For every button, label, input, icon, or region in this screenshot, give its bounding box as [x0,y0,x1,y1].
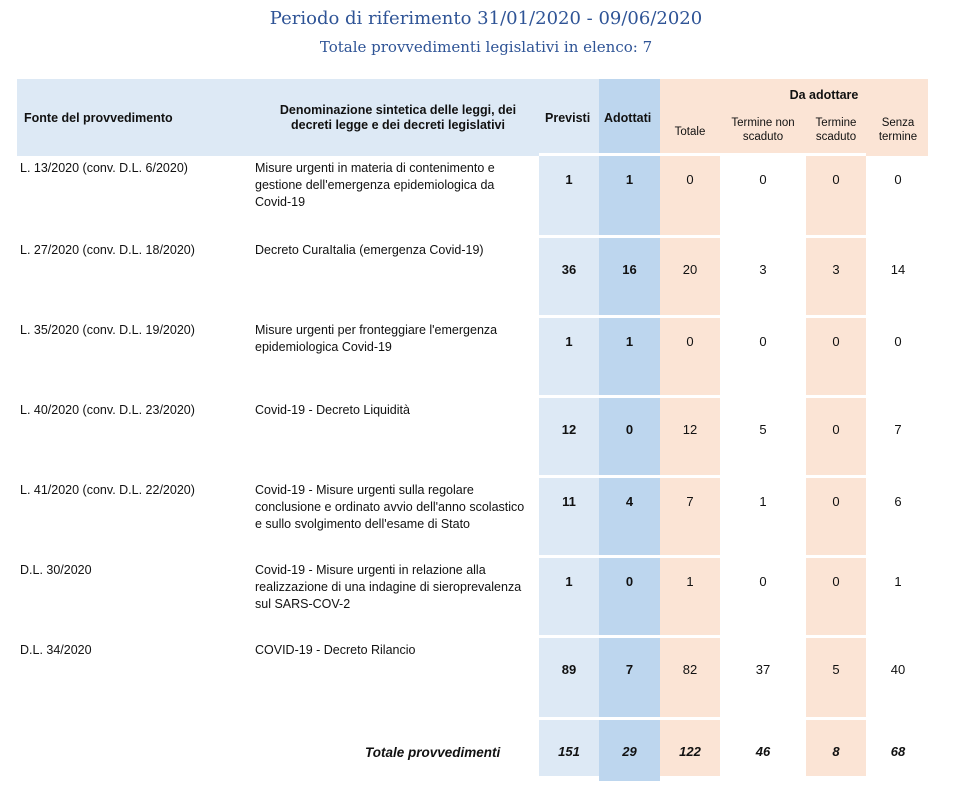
senza-termine-cell: 0 [894,172,902,187]
termine-non-scaduto-cell: 5 [759,422,767,437]
termine-scaduto-header: Termine scaduto [815,117,857,143]
fonte-cell: L. 27/2020 (conv. D.L. 18/2020) [20,243,195,257]
previsti-cell: 1 [565,172,573,187]
senza-termine-cell: 7 [894,422,902,437]
row-separator [539,395,866,398]
da-adottare-header: Da adottare [789,88,859,102]
period-title: Periodo di riferimento 31/01/2020 - 09/06/2020 [269,8,703,29]
row-separator [539,153,866,156]
denominazione-cell: Misure urgenti in materia di contenimento e gestione dell'emergenza epidemiologica da Covid-19 [255,161,495,209]
senza-termine-cell: 40 [890,662,906,677]
totale-cell: 20 [682,262,698,277]
totale-cell: 1 [686,574,694,589]
denominazione-cell: COVID-19 - Decreto Rilancio [255,643,416,657]
termine-non-scaduto-cell: 37 [755,662,771,677]
adottati-cell: 1 [625,172,634,187]
denominazione-cell: Decreto CuraItalia (emergenza Covid-19) [255,243,484,257]
senza-termine-header: Senza termine [878,117,918,143]
totale-cell: 0 [686,172,694,187]
termine-scaduto-cell: 0 [832,172,840,187]
adottati-cell: 1 [625,334,634,349]
totals-termine-non-scaduto: 46 [755,744,771,759]
previsti-cell: 11 [562,494,576,509]
totals-termine-scaduto: 8 [832,744,840,759]
termine-non-scaduto-cell: 3 [759,262,767,277]
totals-adottati: 29 [622,744,637,759]
fonte-cell: L. 35/2020 (conv. D.L. 19/2020) [20,323,195,337]
termine-scaduto-cell: 0 [832,422,840,437]
denominazione-cell: Covid-19 - Misure urgenti in relazione alla realizzazione di una indagine di sieroprevalenza sul SARS-COV-2 [255,563,522,611]
fonte-cell: L. 40/2020 (conv. D.L. 23/2020) [20,403,195,417]
senza-termine-cell: 14 [890,262,906,277]
termine-scaduto-cell: 0 [832,334,840,349]
adottati-cell: 4 [625,494,634,509]
previsti-cell: 1 [565,334,573,349]
denominazione-header: Denominazione sintetica delle leggi, dei decreti legge e dei decreti legislativi [279,103,517,132]
termine-non-scaduto-cell: 0 [759,172,767,187]
denominazione-cell: Covid-19 - Misure urgenti sulla regolare conclusione e ordinato avvio dell'anno scolastico e sullo svolgimento dell'esame di Stato [255,483,525,531]
row-separator [539,635,866,638]
totals-totale: 122 [679,744,701,759]
previsti-cell: 36 [561,262,577,277]
row-separator [539,475,866,478]
adottati-header: Adottati [604,111,652,125]
senza-termine-cell: 0 [894,334,902,349]
senza-termine-cell: 6 [894,494,902,509]
termine-scaduto-cell: 0 [832,574,840,589]
fonte-cell: D.L. 34/2020 [20,643,92,657]
fonte-cell: D.L. 30/2020 [20,563,92,577]
totale-cell: 7 [686,494,694,509]
totale-header: Totale [674,126,706,138]
totals-label: Totale provvedimenti [365,745,501,760]
previsti-header: Previsti [545,111,591,125]
denominazione-cell: Covid-19 - Decreto Liquidità [255,403,410,417]
adottati-cell: 16 [622,262,637,277]
adottati-cell: 7 [625,662,634,677]
fonte-cell: L. 13/2020 (conv. D.L. 6/2020) [20,161,188,175]
previsti-cell: 12 [561,422,577,437]
termine-non-scaduto-cell: 0 [759,334,767,349]
denominazione-cell: Misure urgenti per fronteggiare l'emergenza epidemiologica Covid-19 [255,323,498,354]
totale-cell: 12 [682,422,698,437]
totale-cell: 0 [686,334,694,349]
previsti-cell: 1 [565,574,573,589]
fonte-header: Fonte del provvedimento [24,111,173,125]
row-separator [539,235,866,238]
previsti-cell: 89 [561,662,577,677]
row-separator [539,555,866,558]
termine-non-scaduto-cell: 0 [759,574,767,589]
row-separator [539,315,866,318]
termine-non-scaduto-header: Termine non scaduto [731,117,795,143]
termine-non-scaduto-cell: 1 [759,494,767,509]
adottati-cell: 0 [625,574,634,589]
totals-previsti: 151 [558,744,580,759]
senza-termine-cell: 1 [894,574,902,589]
adottati-cell: 0 [625,422,634,437]
totals-senza-termine: 68 [890,744,906,759]
total-count-subtitle: Totale provvedimenti legislativi in elenco: 7 [319,38,653,56]
fonte-cell: L. 41/2020 (conv. D.L. 22/2020) [20,483,195,497]
termine-scaduto-cell: 0 [832,494,840,509]
termine-scaduto-cell: 5 [832,662,840,677]
totale-cell: 82 [682,662,698,677]
row-separator [539,717,866,720]
termine-scaduto-cell: 3 [832,262,840,277]
